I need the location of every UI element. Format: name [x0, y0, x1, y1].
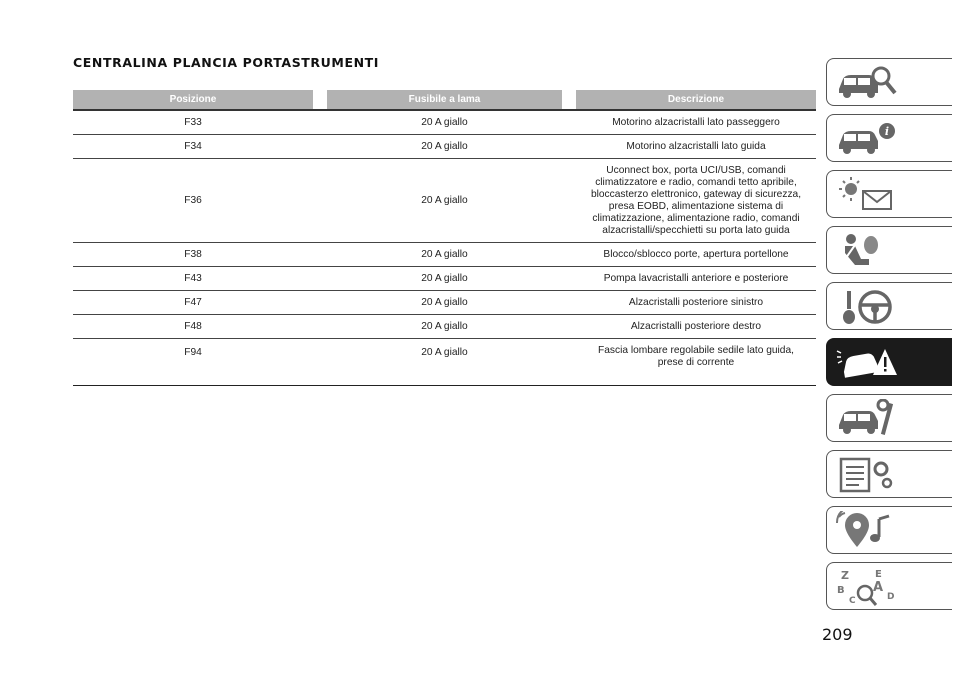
cell-position: F48 — [73, 315, 313, 339]
alphabetical-index-icon — [835, 567, 899, 607]
cell-fuse: 20 A giallo — [327, 315, 562, 339]
svg-text:D: D — [887, 592, 895, 602]
cell-fuse: 20 A giallo — [327, 135, 562, 159]
key-steering-wheel-icon — [835, 287, 899, 327]
svg-text:Z: Z — [841, 569, 849, 582]
cell-description: Alzacristalli posteriore sinistro — [576, 291, 816, 315]
cell-fuse: 20 A giallo — [327, 159, 562, 243]
airbag-seat-icon — [835, 231, 899, 271]
svg-text:B: B — [837, 585, 845, 596]
cell-description — [576, 339, 816, 386]
description-line: climatizzazione, alimentazione radio, comandi — [592, 213, 800, 224]
header-position: Posizione — [73, 90, 313, 111]
tab-car-search[interactable] — [826, 58, 952, 106]
tab-car-info[interactable] — [826, 114, 952, 162]
svg-text:i: i — [884, 125, 890, 138]
cell-description: Pompa lavacristalli anteriore e posteriore — [576, 267, 816, 291]
description-line: alzacristalli/specchietti su porta lato guida — [602, 225, 790, 236]
tab-safety[interactable] — [826, 226, 952, 274]
tab-warning-lights[interactable] — [826, 170, 952, 218]
table-row — [73, 135, 816, 159]
header-gap — [562, 90, 576, 111]
tab-multimedia[interactable] — [826, 506, 952, 554]
description-line: Fascia lombare regolabile sedile lato guida, — [598, 345, 794, 356]
description-line: Uconnect box, porta UCI/USB, comandi — [606, 165, 786, 176]
multimedia-icon — [835, 511, 899, 551]
svg-text:E: E — [875, 569, 882, 580]
table-row — [73, 339, 816, 386]
table-row — [73, 111, 816, 135]
description-line: climatizzatore e radio, comandi tetto apribile, — [595, 177, 797, 188]
header-fuse: Fusibile a lama — [327, 90, 562, 111]
cell-position: F36 — [73, 159, 313, 243]
tab-maintenance[interactable] — [826, 394, 952, 442]
svg-text:A: A — [873, 580, 884, 595]
cell-description: Alzacristalli posteriore destro — [576, 315, 816, 339]
table-row — [73, 291, 816, 315]
cell-position: F34 — [73, 135, 313, 159]
cell-description: Motorino alzacristalli lato guida — [576, 135, 816, 159]
table-row — [73, 159, 816, 243]
cell-fuse: 20 A giallo — [327, 243, 562, 267]
technical-data-icon — [835, 455, 899, 495]
cell-fuse: 20 A giallo — [327, 339, 562, 386]
header-gap — [313, 90, 327, 111]
cell-description: Blocco/sblocco porte, apertura portellone — [576, 243, 816, 267]
description-line: presa EOBD, alimentazione sistema di — [608, 201, 784, 212]
description-line: bloccasterzo elettronico, gateway di sicurezza, — [590, 189, 802, 200]
car-search-icon — [835, 63, 899, 103]
tab-technical-data[interactable] — [826, 450, 952, 498]
table-row — [73, 267, 816, 291]
cell-fuse: 20 A giallo — [327, 111, 562, 135]
warning-light-message-icon — [835, 175, 899, 215]
tab-emergency[interactable] — [826, 338, 952, 386]
cell-position: F43 — [73, 267, 313, 291]
car-info-icon — [835, 119, 899, 159]
svg-text:C: C — [849, 596, 856, 606]
breakdown-warning-icon — [835, 343, 899, 383]
description-line: prese di corrente — [657, 357, 735, 368]
fuse-table — [73, 90, 816, 386]
car-maintenance-icon — [835, 399, 899, 439]
table-header-row — [73, 90, 816, 111]
cell-fuse: 20 A giallo — [327, 291, 562, 315]
table-row — [73, 315, 816, 339]
cell-position: F94 — [73, 339, 313, 386]
cell-description: Motorino alzacristalli lato passeggero — [576, 111, 816, 135]
tab-index[interactable] — [826, 562, 952, 610]
table-row — [73, 243, 816, 267]
cell-position: F47 — [73, 291, 313, 315]
header-description: Descrizione — [576, 90, 816, 111]
cell-fuse: 20 A giallo — [327, 267, 562, 291]
cell-position: F33 — [73, 111, 313, 135]
page-title: CENTRALINA PLANCIA PORTASTRUMENTI — [73, 55, 380, 70]
tab-start-driving[interactable] — [826, 282, 952, 330]
cell-position: F38 — [73, 243, 313, 267]
cell-description — [576, 159, 816, 243]
page-number: 209 — [822, 625, 853, 644]
